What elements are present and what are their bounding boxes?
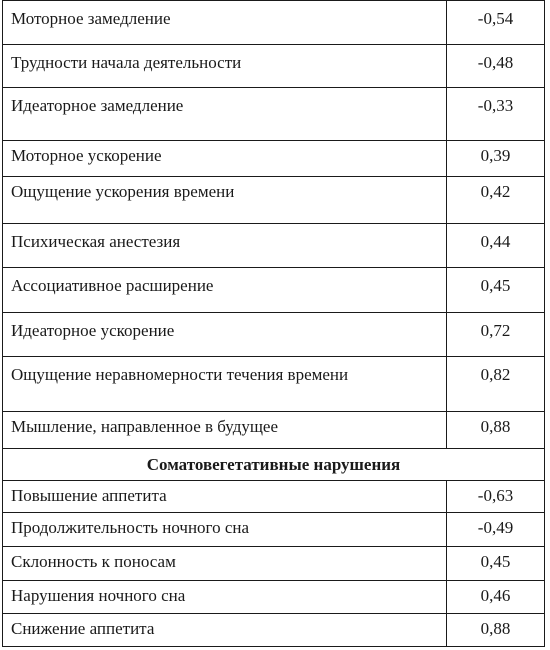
row-label: Трудности начала деятельности [3,45,447,88]
table-body [3,1,545,647]
table-row [3,268,545,313]
row-value: -0,33 [447,88,545,141]
table-row [3,141,545,177]
table-row [3,357,545,412]
row-label: Повышение аппетита [3,481,447,513]
row-value: 0,45 [447,268,545,313]
row-value: -0,48 [447,45,545,88]
row-label: Ощущение неравномерности течения времени [3,357,447,412]
table-row [3,1,545,45]
table-row [3,177,545,224]
row-label: Снижение аппетита [3,614,447,647]
correlation-table [2,0,545,647]
row-label: Ассоциативное расширение [3,268,447,313]
row-label: Продолжительность ночного сна [3,513,447,547]
table-row [3,547,545,581]
row-label: Мышление, направленное в будущее [3,412,447,449]
row-label: Идеаторное замедление [3,88,447,141]
row-value: 0,44 [447,224,545,268]
row-label: Психическая анестезия [3,224,447,268]
table-row [3,224,545,268]
row-value: 0,39 [447,141,545,177]
row-value: 0,88 [447,614,545,647]
table-row [3,513,545,547]
table-row [3,45,545,88]
table-row [3,412,545,449]
row-value: -0,49 [447,513,545,547]
row-value: 0,42 [447,177,545,224]
row-value: 0,72 [447,313,545,357]
row-value: -0,54 [447,1,545,45]
table-row [3,581,545,614]
row-value: 0,82 [447,357,545,412]
table-row [3,313,545,357]
row-label: Моторное ускорение [3,141,447,177]
section-heading-row [3,449,545,481]
row-label: Моторное замедление [3,1,447,45]
row-label: Ощущение ускорения времени [3,177,447,224]
row-value: 0,46 [447,581,545,614]
row-label: Склонность к поносам [3,547,447,581]
table-row [3,481,545,513]
row-value: 0,45 [447,547,545,581]
row-value: 0,88 [447,412,545,449]
row-label: Нарушения ночного сна [3,581,447,614]
table-row [3,614,545,647]
row-value: -0,63 [447,481,545,513]
section-heading: Соматовегетативные нарушения [3,449,545,481]
table-row [3,88,545,141]
row-label: Идеаторное ускорение [3,313,447,357]
